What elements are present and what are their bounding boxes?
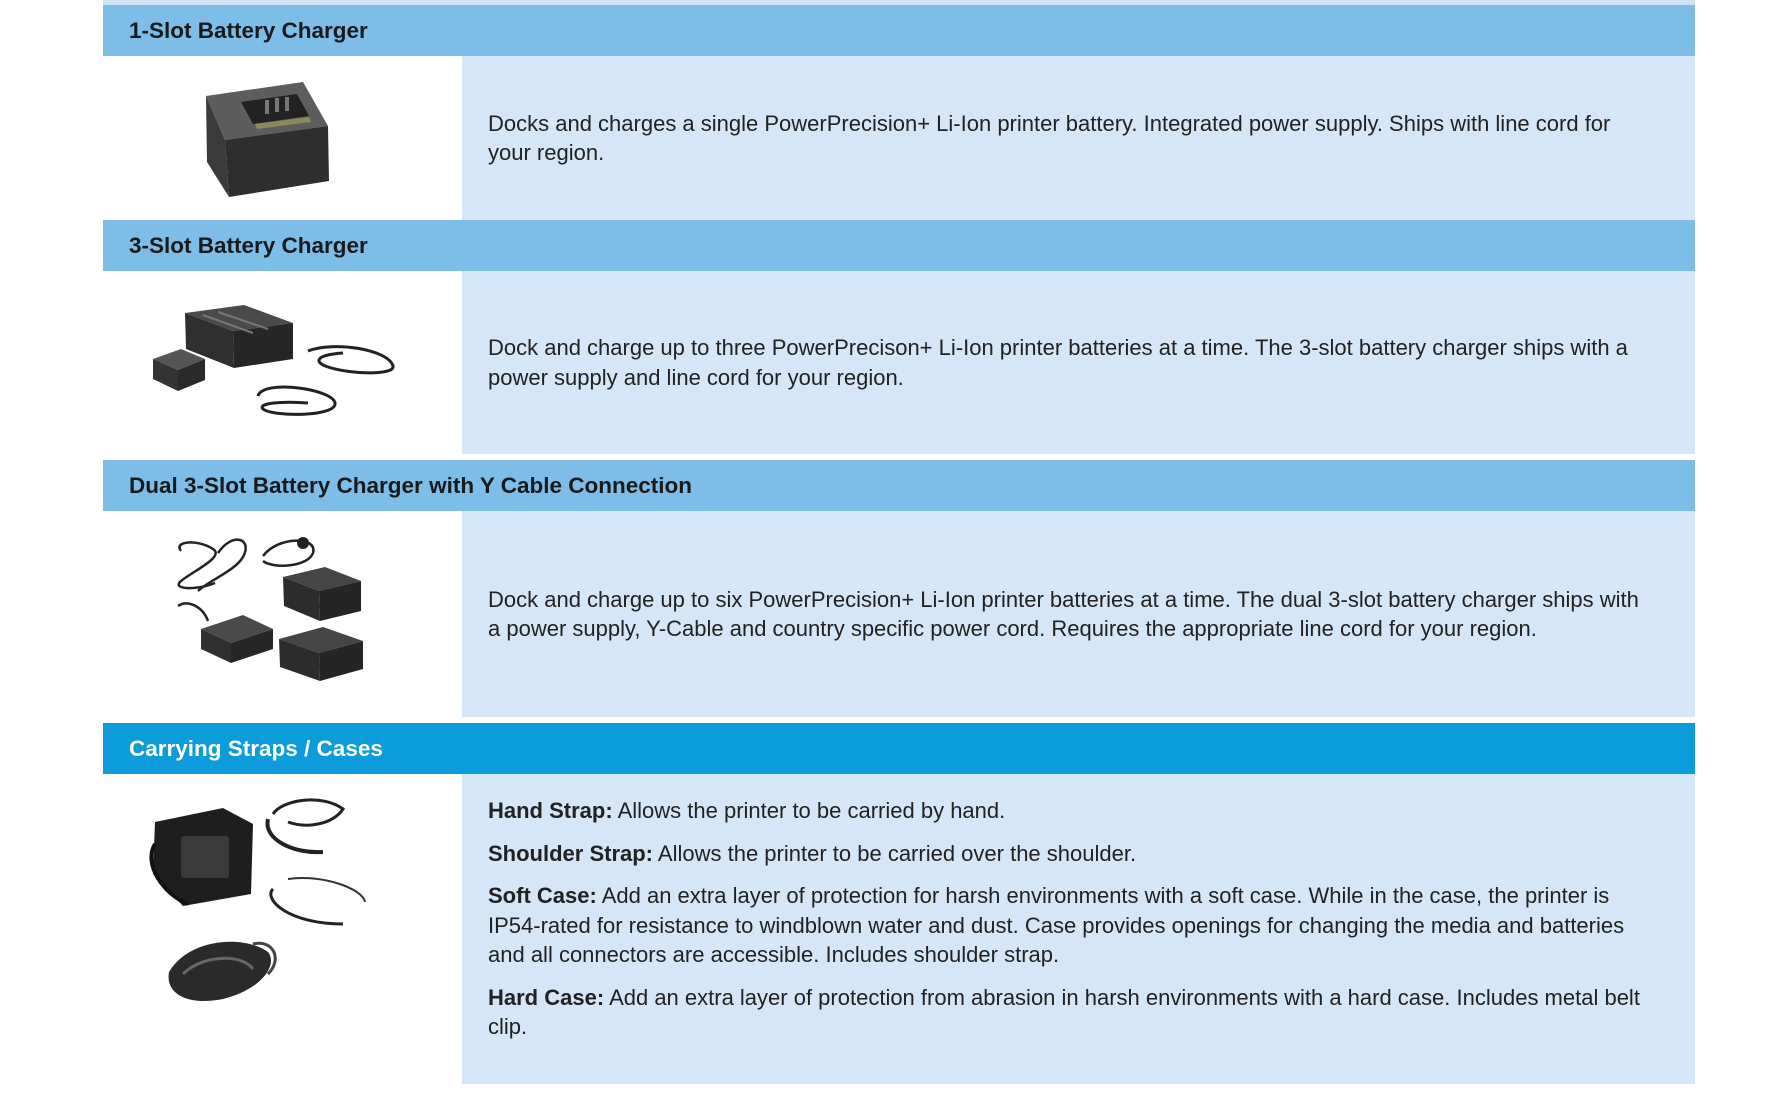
straps-cases-image bbox=[103, 774, 462, 1084]
section-description-dual-3-slot bbox=[462, 511, 1695, 717]
section-description-1-slot bbox=[462, 56, 1695, 220]
hand-strap-item bbox=[488, 796, 1645, 826]
item-label: Shoulder Strap: bbox=[488, 840, 654, 866]
item-text: Add an extra layer of protection from abrasion in harsh environments with a hard case. Includes metal belt clip. bbox=[488, 984, 1640, 1039]
item-label: Soft Case: bbox=[488, 883, 597, 908]
description-text: Docks and charges a single PowerPrecision+ Li-Ion printer battery. Integrated power supply. Ships with line cord for your region. bbox=[488, 110, 1611, 165]
accessories-table bbox=[103, 5, 1695, 1084]
section-description-straps-cases bbox=[462, 774, 1695, 1084]
section-description-3-slot bbox=[462, 271, 1695, 454]
item-label: Hard Case: bbox=[488, 984, 605, 1010]
section-header-straps-cases: Carrying Straps / Cases bbox=[103, 723, 1695, 774]
item-text: Add an extra layer of protection for harsh environments with a soft case. While in the case, the printer is IP54-rated for resistance to windblown water and dust. Case provides openings for changing the media and batteries and all connectors are accessible. Includes shoulder strap. bbox=[488, 883, 1625, 967]
item-text: Allows the printer to be carried over the shoulder. bbox=[657, 840, 1137, 866]
hard-case-item bbox=[488, 983, 1645, 1042]
soft-case-item bbox=[488, 881, 1645, 970]
item-label: Hand Strap: bbox=[488, 798, 613, 823]
description-text: Dock and charge up to three PowerPrecison+ Li-Ion printer batteries at a time. The 3-slot battery charger ships with a power supply and line cord for your region. bbox=[488, 335, 1628, 390]
section-header-1-slot: 1-Slot Battery Charger bbox=[103, 5, 1695, 56]
description-text: Dock and charge up to six PowerPrecision+ Li-Ion printer batteries at a time. The dual 3-slot battery charger ships with a power supply, Y-Cable and country specific power cord. Requires the appropriate line cord for your region. bbox=[488, 586, 1639, 641]
charger-3-slot-image bbox=[103, 271, 462, 454]
charger-1-slot-image bbox=[103, 56, 462, 220]
section-row-dual-3-slot bbox=[103, 511, 1695, 717]
dual-charger-image bbox=[103, 511, 462, 717]
section-row-straps-cases bbox=[103, 774, 1695, 1084]
item-text: Allows the printer to be carried by hand. bbox=[617, 798, 1006, 823]
section-row-3-slot bbox=[103, 271, 1695, 454]
shoulder-strap-item bbox=[488, 839, 1645, 869]
section-row-1-slot bbox=[103, 56, 1695, 220]
section-header-dual-3-slot: Dual 3-Slot Battery Charger with Y Cable Connection bbox=[103, 460, 1695, 511]
section-header-3-slot: 3-Slot Battery Charger bbox=[103, 220, 1695, 271]
